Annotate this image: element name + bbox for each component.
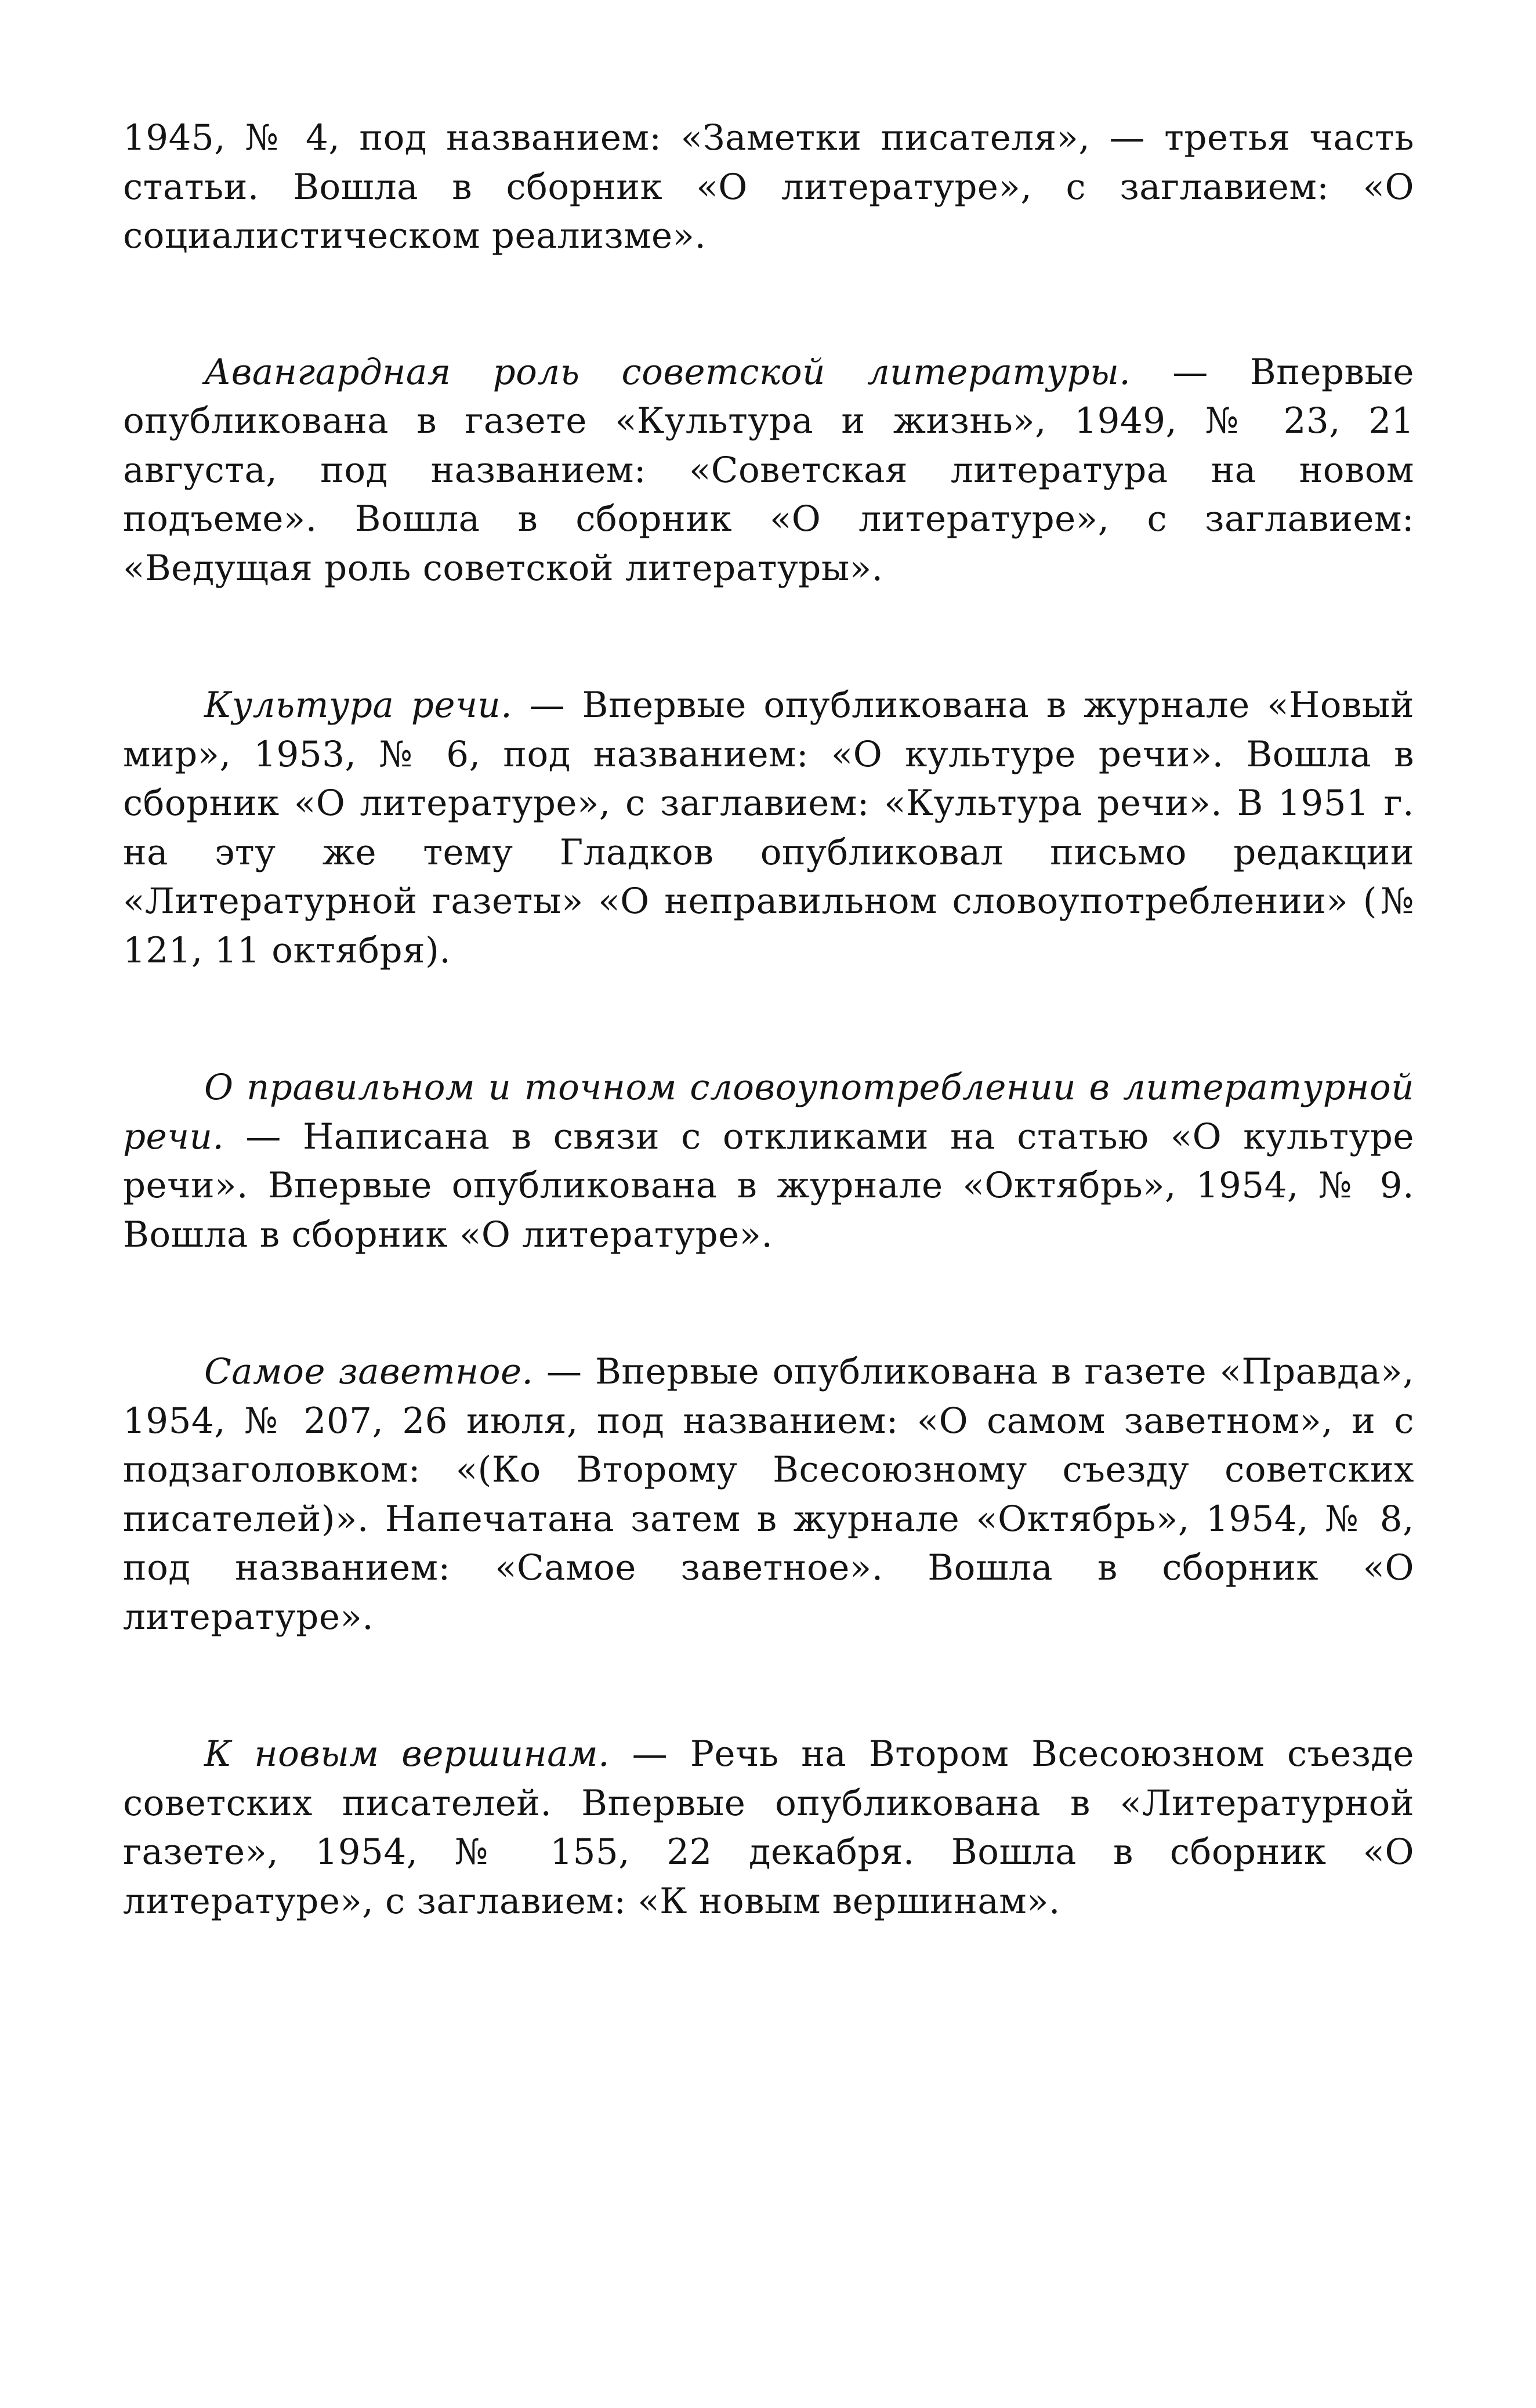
note-paragraph xyxy=(123,348,1414,593)
note-title: О правильном и точном словоупотреблении в литературной речи. xyxy=(123,1067,1414,1157)
page-content xyxy=(123,114,1414,1926)
note-text: — Речь на Втором Всесоюзном съезде советских писателей. Впервые опубликована в «Литературной газете», 1954, № 155, 22 декабря. Вошла в сборник «О литературе», с заглавием: «К новым вершинам». xyxy=(123,1733,1414,1922)
note-paragraph xyxy=(123,1063,1414,1259)
note-title: Авангардная роль советской литературы. xyxy=(204,351,1131,393)
note-text: — Впервые опубликована в газете «Правда», 1954, № 207, 26 июля, под названием: «О самом заветном», и с подзаголовком: «(Ко Второму Всесоюзному съезду советских писателей)». Напечатана затем в журнале «Октябрь», 1954, № 8, под названием: «Самое заветное». Вошла в сборник «О литературе». xyxy=(123,1351,1414,1638)
note-text: — Впервые опубликована в газете «Культура и жизнь», 1949, № 23, 21 августа, под названием: «Советская литература на новом подъеме». Вошла в сборник «О литературе», с заглавием: «Ведущая роль советской литературы». xyxy=(123,351,1414,589)
intro-paragraph xyxy=(123,114,1414,261)
note-paragraph xyxy=(123,681,1414,975)
note-title: К новым вершинам. xyxy=(204,1733,610,1775)
note-text: — Написана в связи с откликами на статью «О культуре речи». Впервые опубликована в журнале «Октябрь», 1954, № 9. Вошла в сборник «О литературе». xyxy=(123,1116,1414,1255)
note-title: Самое заветное. xyxy=(204,1351,534,1392)
note-title: Культура речи. xyxy=(204,685,513,726)
note-paragraph xyxy=(123,1348,1414,1642)
intro-text: 1945, № 4, под названием: «Заметки писателя», — третья часть статьи. Вошла в сборник «О литературе», с заглавием: «О социалистическом реализме». xyxy=(123,117,1414,256)
note-paragraph xyxy=(123,1730,1414,1926)
note-text: — Впервые опубликована в журнале «Новый мир», 1953, № 6, под названием: «О культуре речи». Вошла в сборник «О литературе», с заглавием: «Культура речи». В 1951 г. на эту же тему Гладков опубликовал письмо редакции «Литературной газеты» «О неправильном словоупотреблении» (№ 121, 11 октября). xyxy=(123,685,1414,971)
